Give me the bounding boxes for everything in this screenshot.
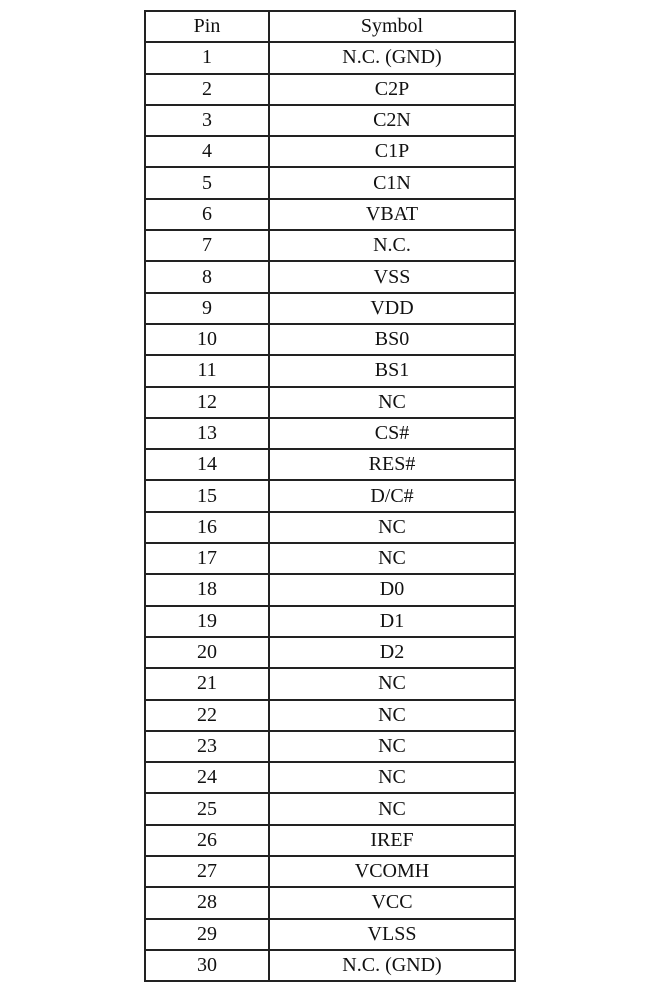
symbol-cell: IREF (269, 825, 515, 856)
table-row (145, 950, 515, 981)
pin-cell: 14 (145, 449, 269, 480)
table-row (145, 136, 515, 167)
table-row (145, 199, 515, 230)
symbol-cell: BS0 (269, 324, 515, 355)
pin-cell: 4 (145, 136, 269, 167)
symbol-cell: C2P (269, 74, 515, 105)
table-row (145, 700, 515, 731)
pin-cell: 19 (145, 606, 269, 637)
pin-cell: 11 (145, 355, 269, 386)
pin-cell: 10 (145, 324, 269, 355)
table-row (145, 574, 515, 605)
pin-cell: 7 (145, 230, 269, 261)
pin-cell: 24 (145, 762, 269, 793)
pin-cell: 21 (145, 668, 269, 699)
table-row (145, 167, 515, 198)
symbol-cell: VDD (269, 293, 515, 324)
symbol-cell: N.C. (269, 230, 515, 261)
pin-cell: 17 (145, 543, 269, 574)
symbol-cell: NC (269, 543, 515, 574)
pin-cell: 1 (145, 42, 269, 73)
pin-cell: 29 (145, 919, 269, 950)
symbol-cell: BS1 (269, 355, 515, 386)
table-row (145, 668, 515, 699)
table-row (145, 762, 515, 793)
table-row (145, 449, 515, 480)
symbol-cell: VLSS (269, 919, 515, 950)
symbol-cell: NC (269, 668, 515, 699)
pin-cell: 22 (145, 700, 269, 731)
table-row (145, 856, 515, 887)
pin-cell: 18 (145, 574, 269, 605)
symbol-cell: NC (269, 512, 515, 543)
pin-cell: 8 (145, 261, 269, 292)
symbol-cell: VSS (269, 261, 515, 292)
symbol-cell: NC (269, 700, 515, 731)
table-row (145, 105, 515, 136)
table-row (145, 480, 515, 511)
pin-cell: 12 (145, 387, 269, 418)
pin-cell: 9 (145, 293, 269, 324)
table-row (145, 293, 515, 324)
pin-cell: 15 (145, 480, 269, 511)
table-row (145, 637, 515, 668)
pin-cell: 28 (145, 887, 269, 918)
table-body (145, 42, 515, 981)
symbol-cell: C1N (269, 167, 515, 198)
table-row (145, 230, 515, 261)
table-row (145, 42, 515, 73)
table-row (145, 825, 515, 856)
symbol-cell: D2 (269, 637, 515, 668)
table-row (145, 793, 515, 824)
table-row (145, 887, 515, 918)
symbol-cell: D0 (269, 574, 515, 605)
header-pin: Pin (145, 11, 269, 42)
pin-cell: 2 (145, 74, 269, 105)
symbol-cell: VBAT (269, 199, 515, 230)
pin-cell: 23 (145, 731, 269, 762)
pin-cell: 3 (145, 105, 269, 136)
symbol-cell: D/C# (269, 480, 515, 511)
symbol-cell: RES# (269, 449, 515, 480)
symbol-cell: NC (269, 731, 515, 762)
table-row (145, 324, 515, 355)
pin-cell: 5 (145, 167, 269, 198)
table-row (145, 919, 515, 950)
table-row (145, 261, 515, 292)
table-header-row (145, 11, 515, 42)
table-row (145, 512, 515, 543)
table-row (145, 387, 515, 418)
table-row (145, 418, 515, 449)
symbol-cell: CS# (269, 418, 515, 449)
header-symbol: Symbol (269, 11, 515, 42)
symbol-cell: D1 (269, 606, 515, 637)
table-row (145, 606, 515, 637)
symbol-cell: NC (269, 762, 515, 793)
pin-cell: 13 (145, 418, 269, 449)
pin-cell: 20 (145, 637, 269, 668)
symbol-cell: NC (269, 387, 515, 418)
pin-cell: 26 (145, 825, 269, 856)
table-row (145, 355, 515, 386)
symbol-cell: N.C. (GND) (269, 950, 515, 981)
pin-cell: 27 (145, 856, 269, 887)
pin-table (144, 10, 516, 982)
symbol-cell: NC (269, 793, 515, 824)
symbol-cell: VCC (269, 887, 515, 918)
table-row (145, 74, 515, 105)
symbol-cell: VCOMH (269, 856, 515, 887)
table-row (145, 543, 515, 574)
pin-cell: 30 (145, 950, 269, 981)
symbol-cell: C2N (269, 105, 515, 136)
pin-cell: 6 (145, 199, 269, 230)
pin-cell: 25 (145, 793, 269, 824)
symbol-cell: C1P (269, 136, 515, 167)
table-row (145, 731, 515, 762)
pin-cell: 16 (145, 512, 269, 543)
symbol-cell: N.C. (GND) (269, 42, 515, 73)
